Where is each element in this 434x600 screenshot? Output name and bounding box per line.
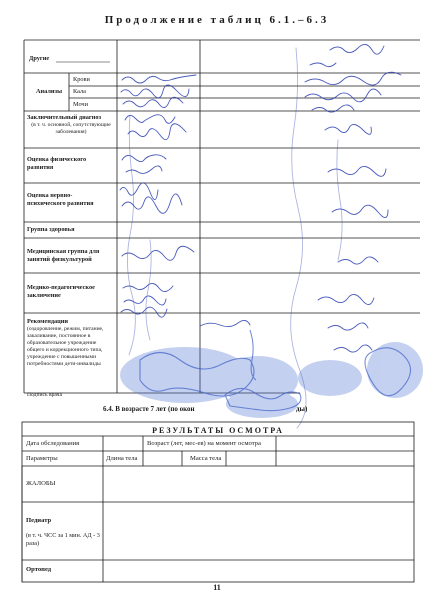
results-title: РЕЗУЛЬТАТЫ ОСМОТРА xyxy=(152,426,284,435)
height-label: Длина тела xyxy=(106,455,138,462)
row-neuro-label: Оценка нервно-психического развития xyxy=(27,192,94,207)
row-analyses-label: Анализы xyxy=(36,88,62,95)
row-health-group-label: Группа здоровья xyxy=(27,226,75,233)
row-other-label: Другие xyxy=(29,55,50,62)
complaints-label: ЖАЛОБЫ xyxy=(26,480,56,487)
row-urine-label: Мочи xyxy=(73,101,88,108)
row-conclusion-sub: (в т. ч. основной, сопутствующие заболевания) xyxy=(31,122,111,135)
pediatrician-sub: (в т. ч. ЧСС за 1 мин. АД - 3 раза) xyxy=(26,532,100,547)
orthoped-label: Ортопед xyxy=(26,566,52,573)
row-recommendations-label: Рекомендации xyxy=(27,318,69,325)
row-medped-label: Медико-педагогическое заключение xyxy=(27,284,95,299)
row-recommendations-text: (оздоровление, режим, питание, закаливание, постоянное в образовательное учреждение общего и коррекционного типа, учреждение с повышенными потребностями дети-инвалиды xyxy=(27,326,104,367)
row-med-group-label: Медицинская группа для занятий физкультурой xyxy=(27,248,100,263)
weight-label: Масса тела xyxy=(190,455,222,462)
row-conclusion-label: Заключительный диагноз xyxy=(27,114,102,121)
pediatrician-label: Педиатр xyxy=(26,517,52,524)
age-label: Возраст (лет, мес-ев) на момент осмотра xyxy=(147,440,261,447)
section-title-end: ды) xyxy=(296,405,308,413)
page-title: Продолжение таблиц 6.1.–6.3 xyxy=(104,14,330,26)
signature-prefix: Подпись врача xyxy=(27,392,62,398)
section-title: 6.4. В возрасте 7 лет (по окон xyxy=(103,405,195,413)
row-physical-label: Оценка физического развития xyxy=(27,156,87,171)
exam-date-label: Дата обследования xyxy=(26,440,80,447)
page-number: 11 xyxy=(213,583,221,592)
params-label: Параметры xyxy=(26,455,58,462)
row-feces-label: Кала xyxy=(73,88,86,95)
row-blood-label: Крови xyxy=(73,76,90,83)
